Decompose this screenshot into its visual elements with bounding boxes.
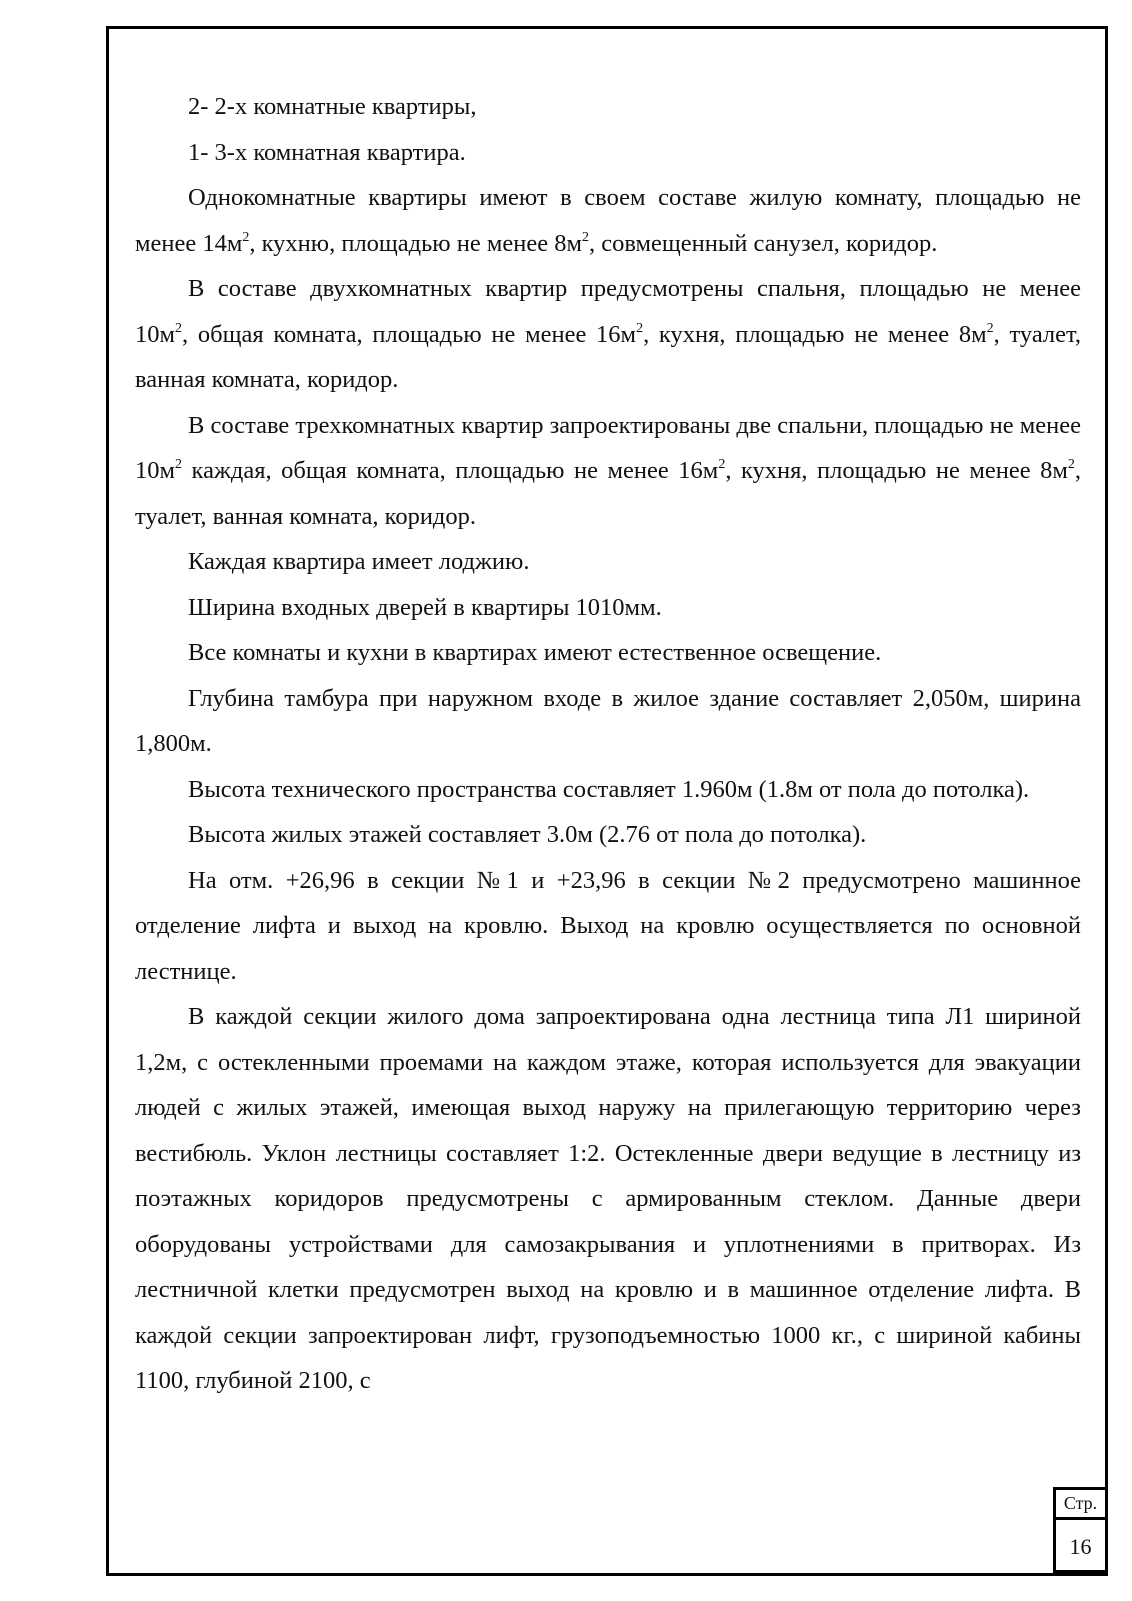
- paragraph: В составе трехкомнатных квартир запроектированы две спальни, площадью не менее $10м^2$ каждая, общая комната, площадью не менее $16м^2$, кухня, площадью не менее $8м^2$, туалет, ванная комната, коридор.: [135, 411, 1082, 530]
- page-number-box: [1053, 1487, 1105, 1573]
- paragraph: Высота технического пространства составляет 1.960м (1.8м от пола до потолка).: [188, 775, 1030, 803]
- paragraph: 1- 3-х комнатная квартира.: [188, 138, 466, 166]
- paragraph: Каждая квартира имеет лоджию.: [188, 548, 530, 575]
- paragraph: В составе двухкомнатных квартир предусмотрены спальня, площадью не менее $10м^2$, общая комната, площадью не менее $16м^2$, кухня, площадью не менее $8м^2$, туалет, ванная комната, коридор.: [135, 275, 1082, 393]
- paragraph: Глубина тамбура при наружном входе в жилое здание составляет 2,050м, ширина 1,800м.: [135, 684, 1081, 757]
- page-number-label: Стр.: [1056, 1490, 1105, 1520]
- paragraph: Ширина входных дверей в квартиры 1010мм.: [188, 593, 662, 621]
- paragraph: Все комнаты и кухни в квартирах имеют естественное освещение.: [188, 639, 882, 666]
- paragraph: Высота жилых этажей составляет 3.0м (2.76 от пола до потолка).: [188, 821, 867, 848]
- paragraph: Однокомнатные квартиры имеют в своем составе жилую комнату, площадью не менее $14м^2$, кухню, площадью не менее $8м^2$, совмещенный санузел, коридор.: [135, 184, 1081, 257]
- page-number-value: 16: [1069, 1534, 1092, 1559]
- document-body: [135, 84, 1081, 1404]
- paragraph: 2- 2-х комнатные квартиры,: [188, 93, 477, 120]
- paragraph: На отм. +26,96 в секции №1 и +23,96 в секции №2 предусмотрено машинное отделение лифта и выход на кровлю. Выход на кровлю осуществляется по основной лестнице.: [135, 866, 1081, 985]
- paragraph: В каждой секции жилого дома запроектирована одна лестница типа Л1 шириной 1,2м, с остекленными проемами на каждом этаже, которая используется для эвакуации людей с жилых этажей, имеющая выход наружу на прилегающую территорию через вестибюль. Уклон лестницы составляет 1:2. Остекленные двери ведущие в лестницу из поэтажных коридоров предусмотрены с армированным стеклом. Данные двери оборудованы устройствами для самозакрывания и уплотнениями в притворах. Из лестничной клетки предусмотрен выход на кровлю и в машинное отделение лифта. В каждой секции запроектирован лифт, грузоподъемностью 1000 кг., с шириной кабины 1100, глубиной 2100, с: [135, 1003, 1081, 1394]
